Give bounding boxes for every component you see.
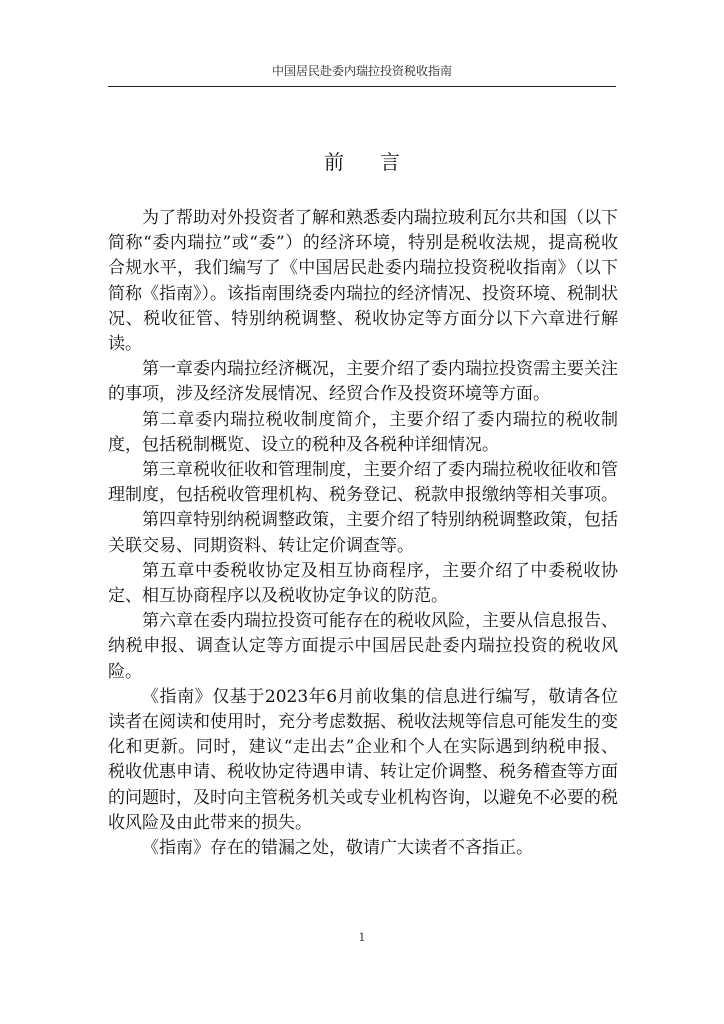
chapter-6-summary: 第六章在委内瑞拉投资可能存在的税收风险，主要从信息报告、纳税申报、调查认定等方面提示中国居民赴委内瑞拉投资的税收风险。 [108, 611, 618, 682]
disclaimer-paragraph: 《指南》仅基于2023年6月前收集的信息进行编写，敬请各位读者在阅读和使用时，充分考虑数据、税收法规等信息可能发生的变化和更新。同时，建议“走出去”企业和个人在实际遇到纳税申报、税收优惠申请、税收协定待遇申请、转让定价调整、税务稽查等方面的问题时，及时向主管税务机关或专业机构咨询，以避免不必要的税收风险及由此带来的损失。 [108, 686, 618, 833]
header-divider [108, 86, 616, 87]
page-title: 前言 [324, 150, 436, 174]
intro-paragraph: 为了帮助对外投资者了解和熟悉委内瑞拉玻利瓦尔共和国（以下简称“委内瑞拉”或“委”）的经济环境，特别是税收法规，提高税收合规水平，我们编写了《中国居民赴委内瑞拉投资税收指南》（以下简称《指南》）。该指南围绕委内瑞拉的经济情况、投资环境、税制状况、税收征管、特别纳税调整、税收协定等方面分以下六章进行解读。 [108, 208, 618, 355]
page-number: 1 [358, 931, 366, 944]
chapter-4-summary: 第四章特别纳税调整政策，主要介绍了特别纳税调整政策，包括关联交易、同期资料、转让定价调查等。 [108, 510, 618, 556]
chapter-5-summary: 第五章中委税收协定及相互协商程序，主要介绍了中委税收协定、相互协商程序以及税收协定争议的防范。 [108, 560, 618, 607]
closing-paragraph: 《指南》存在的错漏之处，敬请广大读者不吝指正。 [142, 838, 533, 859]
running-header: 中国居民赴委内瑞拉投资税收指南 [271, 64, 452, 78]
chapter-2-summary: 第二章委内瑞拉税收制度简介，主要介绍了委内瑞拉的税收制度，包括税制概览、设立的税种及各税种详细情况。 [108, 409, 618, 455]
document-body [108, 206, 618, 861]
chapter-3-summary: 第三章税收征收和管理制度，主要介绍了委内瑞拉税收征收和管理制度，包括税收管理机构、税务登记、税款申报缴纳等相关事项。 [108, 460, 618, 506]
chapter-1-summary: 第一章委内瑞拉经济概况，主要介绍了委内瑞拉投资需主要关注的事项，涉及经济发展情况、经贸合作及投资环境等方面。 [108, 359, 618, 405]
